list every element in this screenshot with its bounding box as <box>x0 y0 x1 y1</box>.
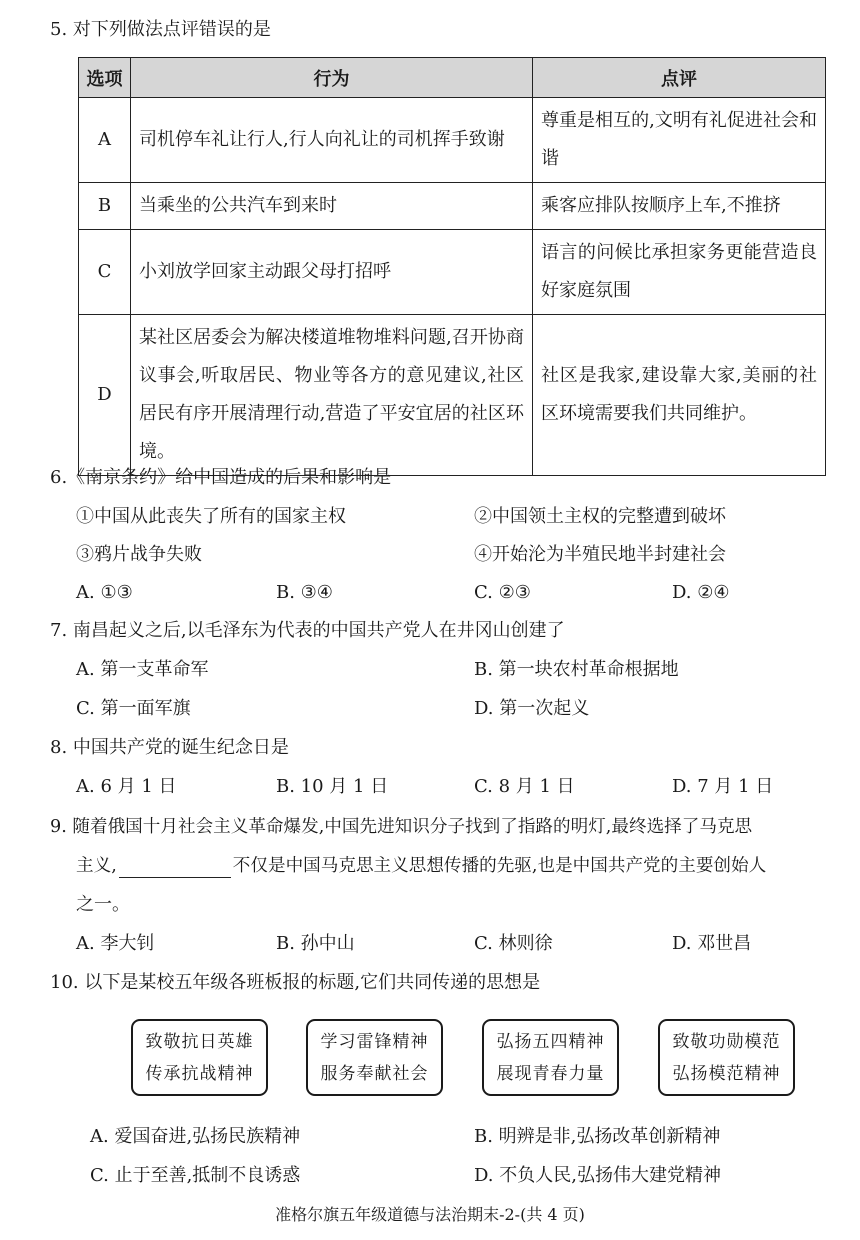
q9-text: 不仅是中国马克思主义思想传播的先驱,也是中国共产党的主要创始人 <box>232 856 767 876</box>
q6-item: ④开始沦为半殖民地半封建社会 <box>474 544 726 565</box>
q10-stem: 10. 以下是某校五年级各班板报的标题,它们共同传递的思想是 <box>50 972 541 993</box>
q5-row-d <box>79 315 826 476</box>
blackboard-title-box <box>306 1019 443 1096</box>
q8-choice-d: D. 7 月 1 日 <box>672 776 774 797</box>
board-line: 弘扬模范精神 <box>672 1063 781 1084</box>
board-line: 致敬功勋模范 <box>672 1031 781 1052</box>
q6-item: ①中国从此丧失了所有的国家主权 <box>76 506 346 527</box>
q5-row-behavior: 小刘放学回家主动跟父母打招呼 <box>131 230 533 315</box>
q5-row-option: D <box>79 315 131 476</box>
board-line: 致敬抗日英雄 <box>145 1031 254 1052</box>
q5-row-comment: 社区是我家,建设靠大家,美丽的社区环境需要我们共同维护。 <box>533 315 826 476</box>
q5-header-behavior: 行为 <box>131 58 533 98</box>
q5-table <box>78 57 826 476</box>
q9-stem-line2 <box>76 854 766 878</box>
q5-header-comment: 点评 <box>533 58 826 98</box>
q9-answer-blank <box>119 857 231 878</box>
q5-row-option: B <box>79 183 131 230</box>
q7-stem: 7. 南昌起义之后,以毛泽东为代表的中国共产党人在井冈山创建了 <box>50 620 565 641</box>
q9-stem-line1: 9. 随着俄国十月社会主义革命爆发,中国先进知识分子找到了指路的明灯,最终选择了马克思 <box>50 817 753 837</box>
q5-row-option: A <box>79 98 131 183</box>
q6-stem: 6.《南京条约》给中国造成的后果和影响是 <box>50 467 392 488</box>
q10-choice-b: B. 明辨是非,弘扬改革创新精神 <box>474 1126 721 1147</box>
board-line: 传承抗战精神 <box>145 1063 254 1084</box>
q7-choice-b: B. 第一块农村革命根据地 <box>474 659 679 680</box>
q7-choice-c: C. 第一面军旗 <box>76 698 191 719</box>
q8-choice-a: A. 6 月 1 日 <box>76 776 177 797</box>
q9-choice-a: A. 李大钊 <box>76 933 155 954</box>
q5-stem: 5. 对下列做法点评错误的是 <box>50 19 271 40</box>
q5-header-option: 选项 <box>79 58 131 98</box>
board-line: 展现青春力量 <box>496 1063 605 1084</box>
q5-row-comment: 语言的问候比承担家务更能营造良好家庭氛围 <box>533 230 826 315</box>
q9-text: 主义, <box>76 856 117 876</box>
q8-choice-c: C. 8 月 1 日 <box>474 776 575 797</box>
q10-choice-a: A. 爱国奋进,弘扬民族精神 <box>90 1126 301 1147</box>
q9-choice-d: D. 邓世昌 <box>672 933 752 954</box>
q5-row-comment: 尊重是相互的,文明有礼促进社会和谐 <box>533 98 826 183</box>
q5-row-behavior: 某社区居委会为解决楼道堆物堆料问题,召开协商议事会,听取居民、物业等各方的意见建议,社区居民有序开展清理行动,营造了平安宜居的社区环境。 <box>131 315 533 476</box>
q8-stem: 8. 中国共产党的诞生纪念日是 <box>50 737 289 758</box>
blackboard-title-box <box>131 1019 268 1096</box>
blackboard-title-box <box>482 1019 619 1096</box>
q10-choice-d: D. 不负人民,弘扬伟大建党精神 <box>474 1165 721 1186</box>
q5-row-comment: 乘客应排队按顺序上车,不推挤 <box>533 183 826 230</box>
q6-item: ③鸦片战争失败 <box>76 544 202 565</box>
q6-choice-a: A. ①③ <box>76 582 133 603</box>
q6-choice-c: C. ②③ <box>474 582 531 603</box>
q5-row-a <box>79 98 826 183</box>
q9-stem-line3: 之一。 <box>76 894 130 915</box>
q10-choice-c: C. 止于至善,抵制不良诱惑 <box>90 1165 301 1186</box>
board-line: 服务奉献社会 <box>320 1063 429 1084</box>
q6-choice-b: B. ③④ <box>276 582 333 603</box>
q8-choice-b: B. 10 月 1 日 <box>276 776 389 797</box>
q5-row-behavior: 当乘坐的公共汽车到来时 <box>131 183 533 230</box>
board-line: 学习雷锋精神 <box>320 1031 429 1052</box>
q5-row-c <box>79 230 826 315</box>
q7-choice-a: A. 第一支革命军 <box>76 659 209 680</box>
q5-row-b <box>79 183 826 230</box>
q7-choice-d: D. 第一次起义 <box>474 698 590 719</box>
q5-row-behavior: 司机停车礼让行人,行人向礼让的司机挥手致谢 <box>131 98 533 183</box>
q6-item: ②中国领土主权的完整遭到破坏 <box>474 506 726 527</box>
page-footer: 准格尔旗五年级道德与法治期末-2-(共 4 页) <box>275 1205 585 1224</box>
q9-choice-c: C. 林则徐 <box>474 933 553 954</box>
q6-choice-d: D. ②④ <box>672 582 730 603</box>
q9-choice-b: B. 孙中山 <box>276 933 355 954</box>
q5-header-row <box>79 58 826 98</box>
q5-row-option: C <box>79 230 131 315</box>
board-line: 弘扬五四精神 <box>496 1031 605 1052</box>
blackboard-title-box <box>658 1019 795 1096</box>
